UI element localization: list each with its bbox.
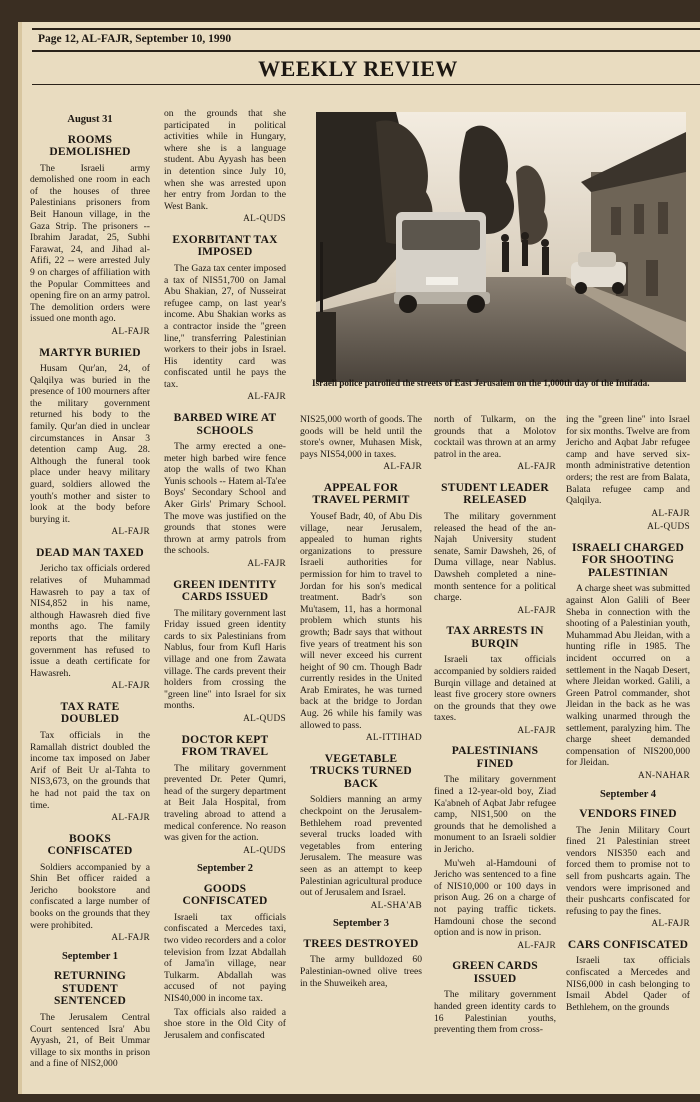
article-headline: TREES DESTROYED [303,937,419,950]
article-body: A charge sheet was submitted against Alon Galili of Beer Sheba in connection with the shooting of a Palestinian youth, Muhammad Abu Jleidan, with a hunting rifle in 1985. The incident occurred on a settlement in the Naqab Desert, where Jleidan worked. Galili, a Green Patrol commander, shot Jleidan in the back as he was walking unarmed through the settlement, paralyzing him. The charge sheet demanded compensation of NIS200,000 for Jleidan. [566,583,690,769]
column-2 [164,108,286,1043]
article-headline: GREEN IDENTITY CARDS ISSUED [173,578,277,604]
article-source: AL-QUDS [243,713,286,724]
title-rule [32,84,700,85]
article-source: AL-FAJR [517,940,556,951]
article-source: AL-FAJR [111,681,150,692]
article-source: AN-NAHAR [638,770,690,781]
article-headline: BARBED WIRE AT SCHOOLS [173,412,277,437]
section-title: WEEKLY REVIEW [258,56,458,81]
date-heading: August 31 [67,114,113,125]
article-body: Yousef Badr, 40, of Abu Dis village, near Jerusalem, appealed to human rights organizations to pressure Israeli authorities for permission for him to travel to Jordan for his son's medical treatment. Badr's son Mu'tasem, 11, has a hormonal problem which stunts his growth; Badr says that without five years of treatment his son will never exceed his current height of 90 cm. Though Badr currently resides in the United Arab Emirates, he was turned back at the bridge to Jordan Aug. 26 while his family was allowed to pass. [300,510,422,731]
article-source: AL-FAJR [517,605,556,616]
article-headline: TAX ARRESTS IN BURQIN [446,625,544,650]
column-4 [434,414,556,1038]
article-body: Israeli tax officials confiscated a Mercedes and NIS6,000 in cash belonging to Ismail Abdel Qader of Bethlehem, on the grounds [566,955,690,1013]
top-rule [32,28,700,30]
date-heading: September 4 [599,788,657,800]
article-body: Soldiers manning an army checkpoint on the Jerusalem-Bethlehem road prevented several trucks loaded with vegetables from entering Jerusalem. The measure was seen as an attempt to keep Palestinian agricultural produce out of Jerusalem and Israel. [300,794,423,899]
article-headline: DEAD MAN TAXED [36,546,144,559]
article-headline: CARS CONFISCATED [567,938,689,951]
page-header: Page 12, AL-FAJR, September 10, 1990 [38,33,232,45]
article-headline: PALESTINIANS FINED [451,745,539,770]
article-continuation: NIS25,000 worth of goods. The goods will be held until the store's owner, Muhasen Misk, pays NIS54,000 in taxes. [300,414,422,460]
page-edge [18,22,22,1094]
article-body: Jericho tax officials ordered relatives of Muhammad Hawasreh to pay a tax of NIS4,852 in his name, although Hawasreh died five months ago. The family reports that the military government has refused to issue a death certificate for Hawasreh. [30,563,150,679]
article-body: Mu'weh al-Hamdouni of Jericho was sentenced to a fine of NIS10,000 or 100 days in prison Aug. 26 on a charge of not paying traffic tickets. Hamdouni chose the second option and is now in prison. [434,857,556,939]
article-body: The army erected a one-meter high barbed wire fence atop the walls of two Khan Yunis schools -- Hatem al-Ta'ee Boys' Secondary School and Aker Girls' Primary School. The move was justified on the grounds that stones were thrown at army patrols from the schools. [164,441,287,557]
article-body: Israeli tax officials accompanied by soldiers raided Burqin village and detained at least five grocery store owners on the grounds that they owe taxes. [434,654,556,724]
article-headline: VENDORS FINED [579,808,677,821]
article-body: The Jenin Military Court fined 21 Palestinian street vendors NIS350 each and forced them to promise not to sell from pushcarts again. The vendors were imprisoned and their pushcarts confiscated for refusing to pay the fines. [566,824,690,917]
article-source: AL-FAJR [517,462,556,473]
article-source: AL-FAJR [111,326,150,337]
article-source: AL-FAJR [247,559,286,569]
article-headline: RETURNING STUDENT SENTENCED [53,970,127,1008]
date-heading: September 3 [332,918,390,930]
article-body: The military government released the head of the an-Najah University student senate, Samir Dawsheh, 26, of Duma village, near Nablus. Dawsheh completed a nine-month sentence for a political charge. [434,510,556,604]
article-source: AL-FAJR [651,919,690,930]
article-source: AL-QUDS [243,214,286,225]
column-5 [566,414,690,1015]
article-body: Israeli tax officials confiscated a Mercedes taxi, two video recorders and a color television from Izzat Abdallah of Jama'in village, near Tulkarm. Abdallah was accused of not paying NIS40,000 in income tax. [164,911,286,1005]
article-source: AL-FAJR [383,462,422,473]
article-source: AL-SHA'AB [370,900,422,911]
article-body: The military government prevented Dr. Peter Qumri, head of the surgery department at Beit Jala Hospital, from traveling abroad to attend a medical conference. No reason was given for the action. [164,762,286,844]
article-body: The Gaza tax center imposed a tax of NIS51,700 on Jamal Abu Shakian, 27, of Nusseirat refugee camp, on last year's income. Abu Shakian works as a contractor inside the "green line," transferring Palestinian workers to their jobs in Israel. His identity card was confiscated until he pays the tax. [164,262,286,390]
article-body: Husam Qur'an, 24, of Qalqilya was buried in the presence of 100 mourners after the military government returned his body to the family. Qur'an died in unclear circumstances in Ansar 3 detention camp Aug. 28. Although the funeral took place under heavy military guard, soldiers allowed the youth's mother and sister to look at the body before burying it. [30,363,150,525]
article-source: AL-FAJR [651,508,690,519]
article-continuation: on the grounds that she participated in political activities while in Hungary, where she is a language student. Abu Ayyash has been in detention since July 10, when she was arrested upon her entry from Jordan to the West Bank. [164,108,286,212]
article-source: AL-FAJR [111,813,150,824]
article-headline: EXORBITANT TAX IMPOSED [172,233,278,259]
article-continuation: north of Tulkarm, on the grounds that a Molotov cocktail was thrown at an army patrol in the area. [434,414,556,460]
article-source: AL-FAJR [111,933,150,944]
date-heading: September 2 [196,863,254,875]
article-headline: VEGETABLE TRUCKS TURNED BACK [310,752,412,790]
photo-caption: Israeli police patrolled the streets of East Jerusalem on the 1,000th day of the Intifada. [312,378,650,388]
newspaper-page [18,22,700,1094]
column-1 [30,108,150,1072]
article-headline: ROOMS DEMOLISHED [49,133,131,159]
article-continuation: ing the "green line" into Israel for six months. Twelve are from Jericho and Aqbat Jabr refugee camp and have served six-month administrative detention orders; the rest are from Balata, Balata refugee camp and Qalqilya. [566,414,690,507]
article-headline: BOOKS CONFISCATED [47,832,133,858]
header-rule [32,50,700,52]
article-body: The military government last Friday issued green identity cards to six Palestinians from Nablus, four from Kufl Haris village and one from Zawata village. The cards prevent their holders from crossing the "green line" into Israel for six months. [164,607,286,712]
article-source: AL-QUDS [243,845,286,856]
article-headline: MARTYR BURIED [39,346,141,359]
article-source: AL-QUDS [647,522,690,533]
article-body: The army bulldozed 60 Palestinian-owned olive trees in the Shuweikeh area, [300,954,422,989]
article-headline: STUDENT LEADER RELEASED [441,481,549,507]
article-body: The Jerusalem Central Court sentenced Isra' Abu Ayyash, 21, of Beit Ummar village to six months in prison and a fine of NIS2,000 [30,1011,150,1070]
article-body: Tax officials in the Ramallah district doubled the income tax imposed on Jaber Arif of Beit Ur al-Tahta to NIS3,673, on the grounds that he had not paid the tax on time. [30,729,150,811]
article-headline: ISRAELI CHARGED FOR SHOOTING PALESTINIAN [572,541,684,579]
article-headline: GREEN CARDS ISSUED [452,960,538,985]
article-body: The Israeli army demolished one room in each of the houses of three Palestinians prisoners from Beit Hanoun village, in the Gaza Strip. The prisoners -- Ibrahim Jaradat, 25, Subhi Farawat, 24, and Jihad al-Afifi, 22 -- were arrested July 9 on charges of affiliation with the Popular Committees and opening fire on an army patrol. The demolition orders were issued one month ago. [30,162,150,325]
column-3 [300,414,422,991]
article-source: AL-FAJR [517,725,556,736]
street-photo [316,112,686,382]
date-heading: September 1 [61,950,119,962]
article-headline: TAX RATE DOUBLED [60,700,120,726]
article-headline: APPEAL FOR TRAVEL PERMIT [312,481,410,507]
article-source: AL-FAJR [111,527,150,538]
article-body: Soldiers accompanied by a Shin Bet officer raided a Jericho bookstore and confiscated a large number of books on the grounds that they were prohibited. [30,861,150,931]
article-body: The military government handed green identity cards to 16 Palestinian youths, preventing them from cross- [434,989,556,1036]
article-headline: DOCTOR KEPT FROM TRAVEL [181,733,269,759]
article-source: AL-FAJR [247,392,286,403]
article-body: Tax officials also raided a shoe store in the Old City of Jerusalem and confiscated [164,1006,286,1041]
article-headline: GOODS CONFISCATED [182,882,268,908]
article-body: The military government fined a 12-year-old boy, Ziad Ka'abneh of Aqbat Jabr refugee camp, NIS1,500 on the grounds that he demolished a monument to an Israeli soldier in Jericho. [434,774,556,856]
article-source: AL-ITTIHAD [365,733,422,744]
